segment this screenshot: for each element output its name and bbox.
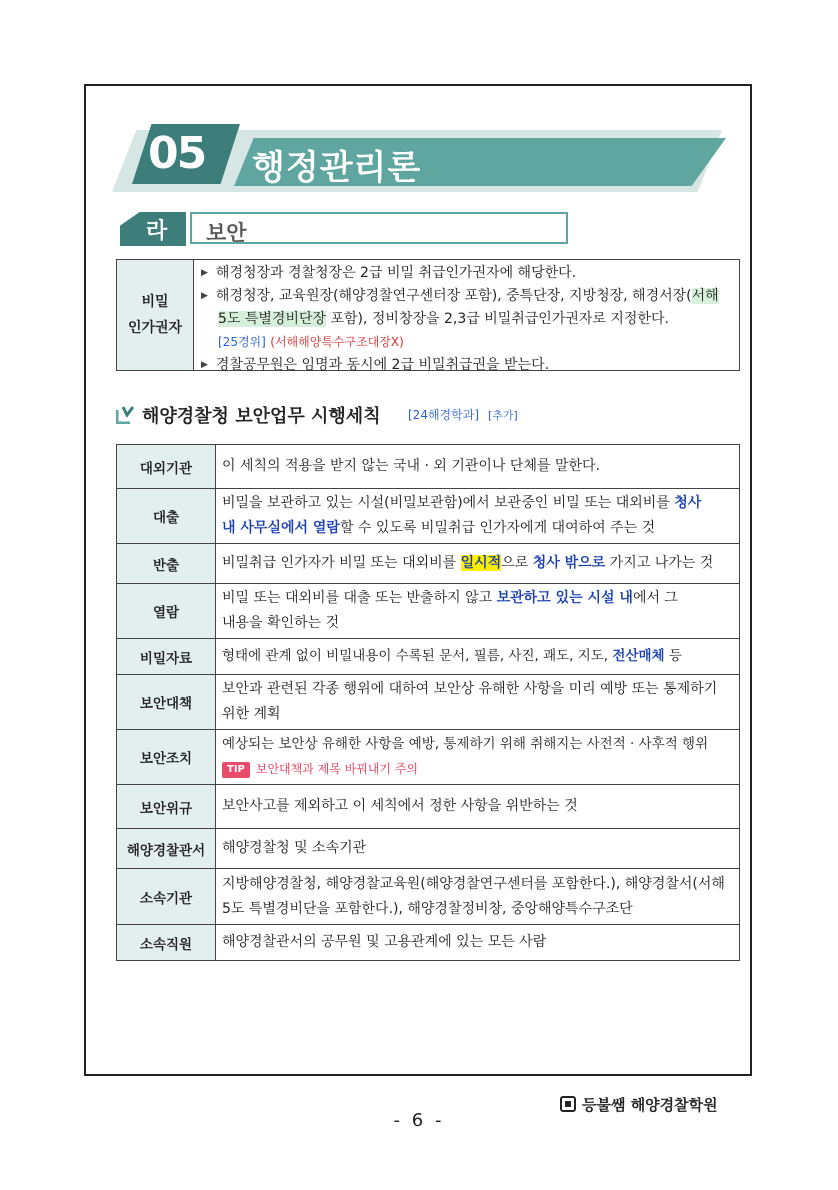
definition-text: 할 수 있도록 비밀취급 인가자에게 대여하여 주는 것 [339, 520, 656, 536]
bullet-triangle-icon: ▶ [201, 268, 208, 278]
bullet-text: 경찰공무원은 임명과 동시에 2급 비밀취급권을 받는다. [215, 357, 550, 373]
section-title: 보안 [206, 221, 247, 245]
table-row [117, 489, 740, 544]
bullet-line [201, 285, 737, 308]
authority-label [117, 260, 194, 370]
term-cell: 대출 [117, 489, 216, 544]
highlight-text: 5도 특별경비단장 [218, 311, 327, 327]
table-row [117, 869, 740, 925]
definition-text: 예상되는 보안상 유해한 사항을 예방, 통제하기 위해 취해지는 사전적 · 사후적 행위 [222, 736, 709, 752]
reference-line [201, 331, 737, 354]
bullet-line [201, 262, 737, 285]
definition-text: 비밀취급 인가자가 비밀 또는 대외비를 [222, 555, 461, 571]
definition-cell [216, 544, 740, 584]
definition-text: 가지고 나가는 것 [605, 555, 714, 571]
chapter-title: 행정관리론 [252, 148, 422, 188]
page-number: - 6 - [393, 1110, 445, 1131]
term-cell: 반출 [117, 544, 216, 584]
term-cell: 보안대책 [117, 675, 216, 730]
definition-text: 내용을 확인하는 것 [222, 615, 340, 631]
definition-cell: 보안사고를 제외하고 이 세칙에서 정한 사항을 위반하는 것 [216, 785, 740, 829]
sub-heading-ref: [24해경학과] [408, 408, 480, 422]
authority-label-line1: 비밀 [141, 294, 169, 310]
sub-heading-ref-extra: [추가] [488, 409, 518, 422]
bullet-line [201, 354, 737, 377]
emphasis-text: 내 사무실에서 열람 [222, 520, 340, 536]
bullet-text: 해경청장과 경찰청장은 2급 비밀 취급인가권자에 해당한다. [215, 265, 577, 281]
section-title-box [190, 212, 568, 244]
tip-text: 보안대책과 제목 바꿔내기 주의 [255, 762, 419, 776]
highlight-text: 서해 [691, 288, 719, 304]
table-row [117, 584, 740, 639]
authority-table [116, 259, 740, 371]
emphasis-text: 청사 [674, 495, 702, 511]
chapter-number: 05 [148, 128, 206, 179]
definition-cell: 해양경찰관서의 공무원 및 고용관계에 있는 모든 사람 [216, 925, 740, 961]
term-cell: 소속기관 [117, 869, 216, 925]
bullet-text: 포함), 정비창장을 2,3급 비밀취급인가권자로 지정한다. [326, 311, 669, 327]
emphasis-text: 보관하고 있는 시설 내 [496, 590, 633, 606]
corner-bracket-icon [116, 406, 134, 424]
definition-cell [216, 730, 740, 785]
definition-text: 으로 [501, 555, 533, 571]
term-cell: 비밀자료 [117, 639, 216, 675]
bullet-text: 해경청장, 교육원장(해양경찰연구센터장 포함), 중특단장, 지방청장, 해경서장( [215, 288, 692, 304]
brand-name: 등불쌤 해양경찰학원 [582, 1096, 718, 1114]
term-cell: 소속직원 [117, 925, 216, 961]
definition-cell: 보안과 관련된 각종 행위에 대하여 보안상 유해한 사항을 미리 예방 또는 통제하기 위한 계획 [216, 675, 740, 730]
definition-cell [216, 639, 740, 675]
chapter-banner [112, 124, 732, 194]
term-cell: 해양경찰관서 [117, 829, 216, 869]
definition-text: 비밀을 보관하고 있는 시설(비밀보관함)에서 보관중인 비밀 또는 대외비를 [222, 495, 675, 511]
bullet-triangle-icon: ▶ [201, 291, 208, 301]
table-row [117, 785, 740, 829]
emphasis-text: 전산매체 [612, 648, 665, 664]
definition-cell [216, 584, 740, 639]
table-row [117, 730, 740, 785]
definition-text: 에서 그 [632, 590, 678, 606]
section-tag-label: 라 [146, 219, 168, 244]
authority-label-line2: 인가권자 [127, 320, 183, 336]
authority-body [201, 262, 737, 377]
emphasis-text: 청사 밖으로 [532, 555, 606, 571]
tip-badge: TIP [222, 762, 250, 778]
highlight-text: 일시적 [460, 555, 502, 571]
definition-cell: 지방해양경찰청, 해양경찰교육원(해양경찰연구센터를 포함한다.), 해양경찰서(서해5도 특별경비단을 포함한다.), 해양경찰정비창, 중앙해양특수구조단 [216, 869, 740, 925]
table-row [117, 925, 740, 961]
reference-note: (서해해양특수구조대장X) [270, 335, 404, 349]
term-cell: 열람 [117, 584, 216, 639]
table-row [117, 639, 740, 675]
definition-text: 등 [664, 648, 682, 664]
definition-cell: 이 세칙의 적용을 받지 않는 국내 · 외 기관이나 단체를 말한다. [216, 445, 740, 489]
table-row [117, 829, 740, 869]
table-row [117, 445, 740, 489]
definition-text: 비밀 또는 대외비를 대출 또는 반출하지 않고 [222, 590, 497, 606]
term-cell: 대외기관 [117, 445, 216, 489]
section-header [120, 212, 568, 246]
exam-reference: [25경위] [218, 335, 266, 349]
table-row [117, 544, 740, 584]
bullet-continuation [201, 308, 737, 331]
definition-cell [216, 489, 740, 544]
sub-heading-title: 해양경찰청 보안업무 시행세칙 [142, 406, 381, 427]
definition-table [116, 444, 740, 961]
definition-text: 형태에 관계 없이 비밀내용이 수록된 문서, 필름, 사진, 괘도, 지도, [222, 648, 613, 664]
bullet-triangle-icon: ▶ [201, 360, 208, 370]
definition-cell: 해양경찰청 및 소속기관 [216, 829, 740, 869]
term-cell: 보안조치 [117, 730, 216, 785]
term-cell: 보안위규 [117, 785, 216, 829]
table-row [117, 675, 740, 730]
